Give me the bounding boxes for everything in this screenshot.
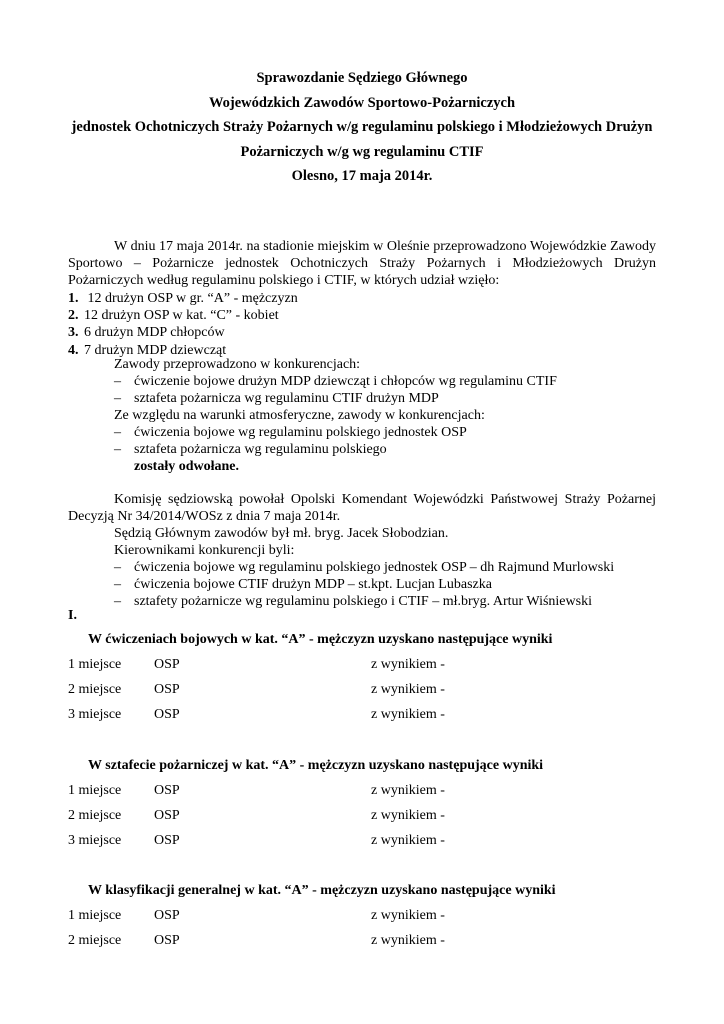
cancelled-note: zostały odwołane.: [134, 459, 239, 474]
list-item: [114, 559, 614, 576]
team-cell: OSP: [154, 908, 180, 923]
dash-bullet: –: [114, 425, 121, 440]
table-row: [68, 782, 668, 800]
list-text: ćwiczenia bojowe CTIF drużyn MDP – st.kpt. Lucjan Lubaszka: [134, 577, 492, 593]
list-item: [114, 441, 467, 458]
score-cell: z wynikiem -: [371, 707, 445, 722]
participants-list: [68, 290, 298, 359]
score-cell: z wynikiem -: [371, 783, 445, 798]
score-cell: z wynikiem -: [371, 933, 445, 948]
results-heading: W sztafecie pożarniczej w kat. “A” - mężczyzn uzyskano następujące wyniki: [88, 758, 544, 773]
list-number: 1.: [68, 291, 79, 306]
list-text: ćwiczenie bojowe drużyn MDP dziewcząt i chłopców wg regulaminu CTIF: [134, 374, 557, 389]
title-line: Wojewódzkich Zawodów Sportowo-Pożarniczych: [208, 94, 516, 111]
place-cell: 3 miejsce: [68, 833, 122, 848]
team-cell: OSP: [154, 783, 180, 798]
list-item: [114, 390, 557, 407]
table-row: [68, 681, 668, 699]
score-cell: z wynikiem -: [371, 908, 445, 923]
cancelled-competitions-list: [114, 424, 467, 458]
chief-judge-line: Sędzią Głównym zawodów był mł. bryg. Jacek Słobodzian.: [114, 526, 449, 541]
list-item: [114, 593, 614, 610]
commission-paragraph: Komisję sędziowską powołał Opolski Komendant Wojewódzki Państwowej Straży Pożarnej Decyzją Nr 34/2014/WOSz z dnia 7 maja 2014r.: [68, 492, 656, 525]
team-cell: OSP: [154, 833, 180, 848]
dash-bullet: –: [114, 374, 121, 389]
list-text: 7 drużyn MDP dziewcząt: [84, 342, 227, 358]
section-marker: I.: [68, 608, 77, 623]
results-heading: W klasyfikacji generalnej w kat. “A” - mężczyzn uzyskano następujące wyniki: [88, 883, 556, 898]
title-line: Pożarniczych w/g wg regulaminu CTIF: [240, 143, 484, 160]
list-text: sztafety pożarnicze wg regulaminu polskiego i CTIF – mł.bryg. Artur Wiśniewski: [134, 594, 592, 610]
list-number: 3.: [68, 325, 79, 341]
table-row: [68, 832, 668, 850]
place-cell: 3 miejsce: [68, 707, 122, 722]
list-text: 6 drużyn MDP chłopców: [84, 325, 225, 341]
list-item: [114, 373, 557, 390]
title-date: Olesno, 17 maja 2014r.: [291, 168, 433, 185]
place-cell: 1 miejsce: [68, 908, 122, 923]
place-cell: 2 miejsce: [68, 808, 122, 823]
place-cell: 1 miejsce: [68, 657, 122, 672]
managers-intro: Kierownikami konkurencji byli:: [114, 543, 295, 558]
competitions-intro: Zawody przeprowadzono w konkurencjach:: [114, 357, 361, 372]
dash-bullet: –: [114, 577, 121, 593]
list-text: sztafeta pożarnicza wg regulaminu CTIF drużyn MDP: [134, 391, 439, 407]
team-cell: OSP: [154, 933, 180, 948]
team-cell: OSP: [154, 808, 180, 823]
table-row: [68, 907, 668, 925]
list-number: 4.: [68, 342, 79, 358]
table-row: [68, 706, 668, 724]
team-cell: OSP: [154, 657, 180, 672]
title-line: Sprawozdanie Sędziego Głównego: [256, 70, 468, 86]
managers-list: [114, 559, 614, 611]
team-cell: OSP: [154, 682, 180, 697]
score-cell: z wynikiem -: [371, 808, 445, 823]
intro-paragraph: W dniu 17 maja 2014r. na stadionie miejskim w Oleśnie przeprowadzono Wojewódzkie Zawody Sportowo – Pożarnicze jednostek Ochotniczych Straży Pożarnych i Młodzieżowych Drużyn Pożarniczych według regulaminu polskiego i CTIF, w których udział wzięło:: [68, 239, 656, 289]
score-cell: z wynikiem -: [371, 682, 445, 697]
table-row: [68, 656, 668, 674]
title-line: jednostek Ochotniczych Straży Pożarnych w/g regulaminu polskiego i Młodzieżowych Drużyn: [71, 119, 653, 136]
results-heading: W ćwiczeniach bojowych w kat. “A” - mężczyzn uzyskano następujące wyniki: [88, 632, 553, 647]
held-competitions-list: [114, 373, 557, 407]
table-row: [68, 932, 668, 950]
dash-bullet: –: [114, 391, 121, 407]
score-cell: z wynikiem -: [371, 657, 445, 672]
dash-bullet: –: [114, 560, 121, 575]
list-text: ćwiczenia bojowe wg regulaminu polskiego jednostek OSP – dh Rajmund Murlowski: [134, 560, 615, 575]
list-text: 12 drużyn OSP w kat. “C” - kobiet: [84, 308, 279, 324]
dash-bullet: –: [114, 442, 121, 458]
dash-bullet: –: [114, 594, 121, 610]
list-text: sztafeta pożarnicza wg regulaminu polskiego: [134, 442, 387, 458]
report-title: [40, 66, 684, 189]
team-cell: OSP: [154, 707, 180, 722]
place-cell: 2 miejsce: [68, 933, 122, 948]
list-item: [68, 290, 298, 307]
weather-intro: Ze względu na warunki atmosferyczne, zawody w konkurencjach:: [114, 408, 485, 423]
list-text: ćwiczenia bojowe wg regulaminu polskiego jednostek OSP: [134, 425, 467, 440]
list-number: 2.: [68, 308, 79, 324]
list-text: 12 drużyn OSP w gr. “A” - mężczyzn: [84, 291, 298, 306]
list-item: [114, 576, 614, 593]
place-cell: 2 miejsce: [68, 682, 122, 697]
table-row: [68, 807, 668, 825]
list-item: [68, 324, 298, 341]
list-item: [68, 307, 298, 324]
score-cell: z wynikiem -: [371, 833, 445, 848]
place-cell: 1 miejsce: [68, 783, 122, 798]
list-item: [114, 424, 467, 441]
